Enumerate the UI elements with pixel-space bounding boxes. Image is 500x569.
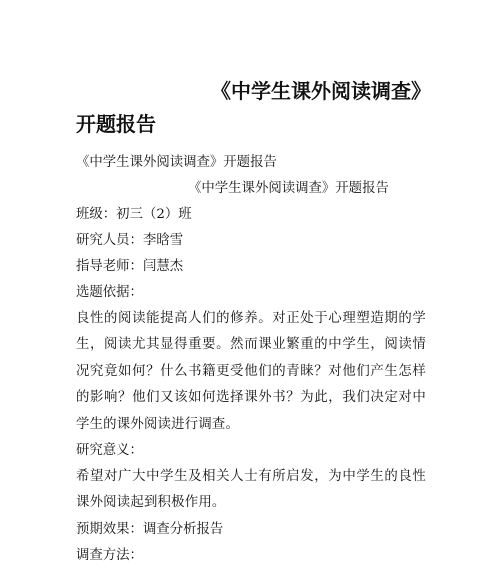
section-significance-heading: 研究意义： [76,443,143,459]
section-significance-text: 希望对广大中学生及相关人士有所启发，为中学生的良性课外阅读起到积极作用。 [76,469,426,511]
advisor-info: 指导老师：闫慧杰 [76,259,184,274]
expected-outcome: 预期效果：调查分析报告 [76,521,224,537]
section-basis-text: 良性的阅读能提高人们的修养。对正处于心理塑造期的学生，阅读尤其显得重要。然而课业繁重的中学生，阅读情况究竟如何？什么书籍更受他们的青睐？对他们产生怎样的影响？他们又该如何选择课外书？为此，我们决定对中学生的课外阅读进行调查。 [76,311,426,432]
researcher-info: 研究人员：李晗雪 [76,233,184,248]
section-basis-heading: 选题依据： [76,285,143,300]
section-method-heading: 调查方法： [76,547,143,563]
doc-heading-repeat: 《中学生课外阅读调查》开题报告 [76,155,277,170]
document-body [76,150,426,569]
document-title: 《中学生课外阅读调查》 [211,79,431,103]
class-info: 班级：初三（2）班 [76,207,192,222]
doc-heading-centered: 《中学生课外阅读调查》开题报告 [188,181,389,196]
document-title-continued: 开题报告 [76,112,156,136]
